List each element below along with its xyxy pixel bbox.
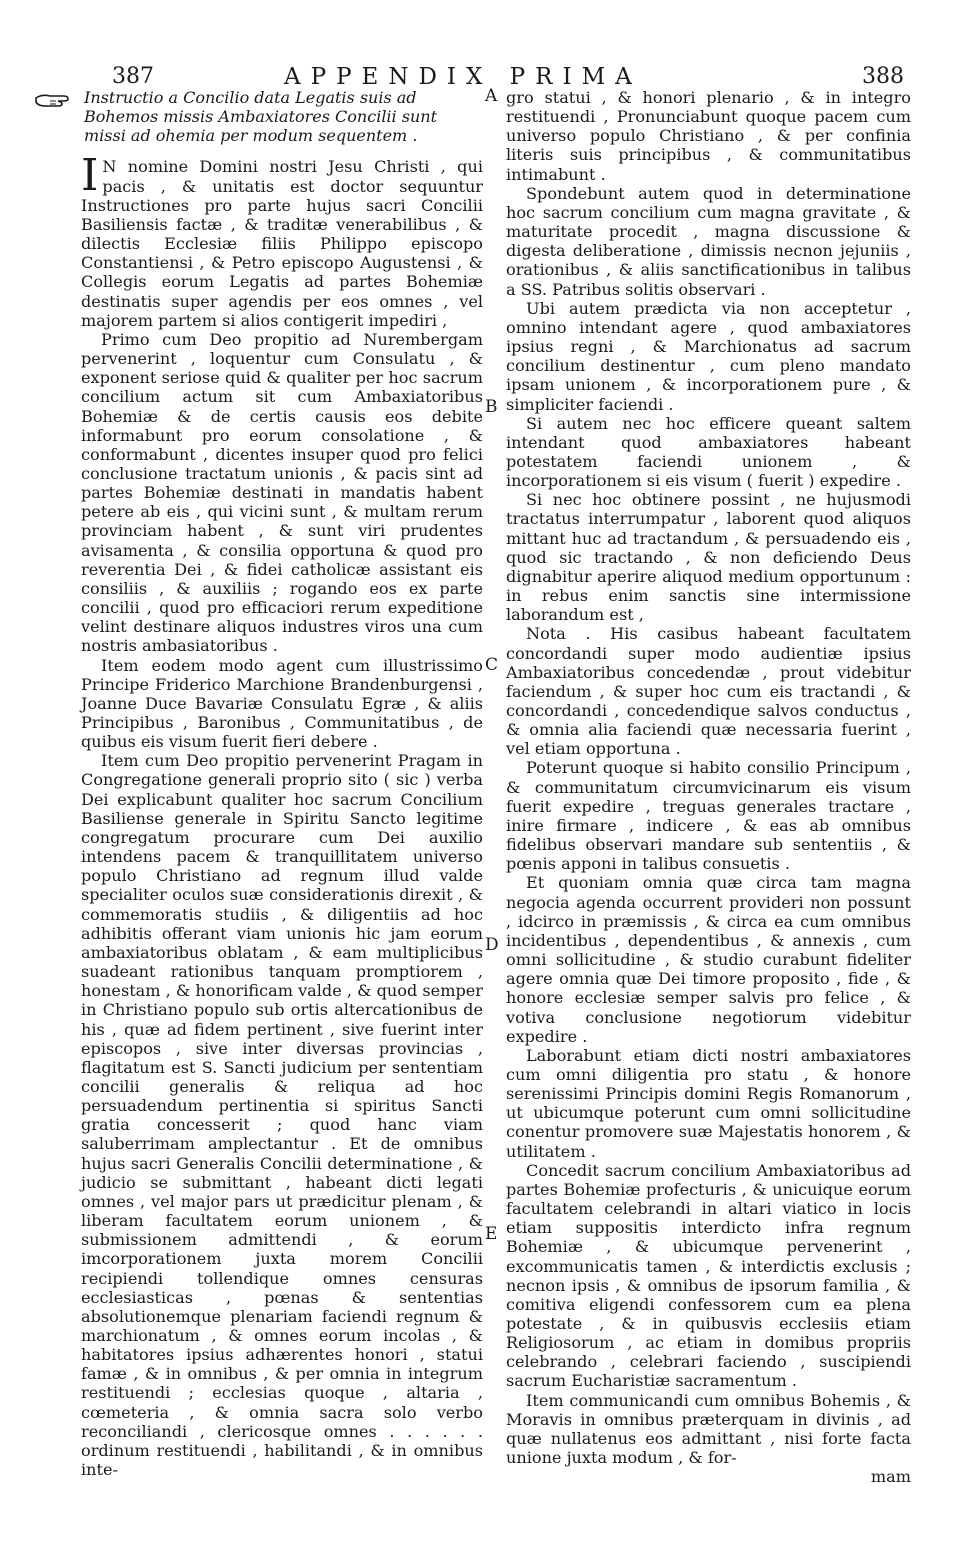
- left-column: [81, 88, 483, 1479]
- margin-marker-b: B: [485, 397, 498, 417]
- opening-paragraph-text: N nomine Domini nostri Jesu Christi , qui pacis , & unitatis est doctor sequuntur Instructiones pro parte hujus sacri Concilii Basiliensis factæ , & traditæ venerabilibus , & dilectis Ecclesiæ filiis Philippo episcopo Constantiensi , & Petro episcopo Augustensi , & Collegis eorum Legatis ad partes Bohemiæ destinatis super agendis per eos omnes , vel majorem partem si alios contigerit impediri ,: [81, 157, 483, 330]
- continued-paragraph: gro statui , & honori plenario , & in integro restituendi , Pronunciabunt quoque pacem cum universo populo Christiano , & per confinia literis suis principibus , & communitatibus intimabunt .: [506, 88, 911, 184]
- right-column: [506, 88, 911, 1486]
- paragraph: Si nec hoc obtinere possint , ne hujusmodi tractatus interrumpatur , laborent quod aliquos mittant huc ad tractandum , & persuadendo eis , quod sic tractando , & non deficiendo Deus dignabitur aperire aliquod medium opportunum : in rebus enim sanctis sine intermissione laborandum est ,: [506, 490, 911, 625]
- paragraph: Item communicandi cum omnibus Bohemis , & Moravis in omnibus præterquam in divinis , ad quæ nullatenus eos admittant , nisi forte facta unione juxta modum , & for-: [506, 1390, 911, 1468]
- paragraph: Laborabunt etiam dicti nostri ambaxiatores cum omni diligentia pro statu , & honore serenissimi Principis domini Regis Romanorum , ut ubicumque poterunt cum omni sollicitudine conentur promovere suæ Majestatis honorem , & utilitatem .: [506, 1045, 911, 1161]
- paragraph: Poterunt quoque si habito consilio Principum , & communitatum circumvicinarum eis visum fuerit expedire , treguas generales tractare , inire firmare , indicere , & eas ab omnibus fidelibus observari mandare sub sententiis , & pœnis apponi in talibus consuetis .: [506, 758, 911, 874]
- margin-marker-c: C: [485, 655, 499, 675]
- drop-cap: I: [81, 150, 99, 202]
- instruction-heading: Instructio a Concilio data Legatis suis ad Bohemos missis Ambaxiatores Concilii sunt missi ad ohemia per modum sequentem .: [84, 88, 437, 146]
- paragraph: Concedit sacrum concilium Ambaxiatoribus ad partes Bohemiæ profecturis , & unicuique eorum facultatem celebrandi in altari viatico in locis etiam suppositis interdicto infra regnum Bohemiæ , & ubicumque pervenerint , excommunicatis tamen , & interdictis exclusis ; necnon ipsis , & omnibus de ipsorum familia , & comitiva eligendi confessorem cum ea plena potestate , & in quibusvis ecclesiis etiam Religiosorum , ac etiam in domibus propriis celebrando , celebrari faciendo , suscipiendi sacrum Eucharistiæ sacramentum .: [506, 1160, 911, 1391]
- paragraph: Spondebunt autem quod in determinatione hoc sacrum concilium cum magna gravitate , & maturitate procedit , magna discussione & digesta deliberatione , dimissis necnon jejuniis , orationibus , & aliis sanctificationibus in talibus a SS. Patribus solitis observari .: [506, 183, 911, 299]
- page-number-left: 387: [112, 64, 154, 89]
- paragraph: Item cum Deo propitio pervenerint Pragam in Congregatione generali proprio sito ( sic ) verba Dei explicabunt qualiter hoc sacrum Concilium Basiliense generale in Spiritu Sancto legitime congregatum procurare cum Dei auxilio intendens pacem & tranquillitatem universo populo Christiano ad regnum illud valde specialiter oculos suæ considerationis direxit , & commemoratis studiis , & diligentiis ad hoc adhibitis offerant viam unionis hic jam eorum ambaxiatoribus oblatam , & eam multiplicibus suadeant rationibus tanquam promptiorem , honestam , & honorificam valde , & quod semper in Christiano populo sub ortis altercationibus de his , quæ ad fidem pertinent , sive fuerint inter episcopos , sive inter diversas provincias , flagitatum est S. Sancti judicium per sententiam concilii generalis & reliqua ad hoc persuadendum pertinentia si spiritus Sancti gratia concesserit ; quod hanc viam saluberrimam amplectantur . Et de omnibus hujus sacri Generalis Concilii determinatione , & judicio se submittant , habeant dicti legati omnes , vel major pars ut prædicitur plenam , & liberam facultatem eorum unionem , & submissionem admittendi , & eorum imcorporationem juxta morem Concilii recipiendi tollendique omnes censuras ecclesiasticas , pœnas & sententias absolutionemque plenariam faciendi regnum & marchionatum , & omnes eorum incolas , & habitatores ipsius adhærentes honori , statui famæ , & in omnibus , & per omnia in integrum restituendi ; ecclesias quoque , altaria , cœmeteria , & omnia sacra solo verbo reconciliandi , clericosque omnes . . . . . . ordinum restituendi , habilitandi , & in omnibus inte-: [81, 751, 483, 1480]
- running-title: APPENDIX PRIMA: [284, 64, 642, 90]
- opening-paragraph: [81, 150, 483, 330]
- margin-marker-a: A: [485, 86, 498, 106]
- pointing-hand-icon: [34, 92, 76, 110]
- paragraph: Nota . His casibus habeant facultatem concordandi super modo audientiæ ipsius Ambaxiatoribus concedendæ , prout videbitur faciendum , & super hoc cum eis tractandi , & concordandi , concedendique salvos conductus , & omnia alia faciendi quæ necessaria fuerint , vel etiam opportuna .: [506, 624, 911, 759]
- paragraph: Item eodem modo agent cum illustrissimo Principe Friderico Marchione Brandenburgensi , Joanne Duce Bavariæ Consulatu Egræ , & aliis Principibus , Baronibus , Communitatibus , de quibus eis visum fuerit fieri debere .: [81, 655, 483, 752]
- catchword: mam: [870, 1467, 911, 1487]
- margin-marker-e: E: [485, 1224, 498, 1244]
- paragraph: Et quoniam omnia quæ circa tam magna negocia agenda occurrent provideri non possunt , idcirco in præmissis , & circa ea cum omnibus incidentibus , dependentibus , & annexis , cum omni sollicitudine , & studio curabunt fideliter agere omnia quæ Dei timore proposito , fide , & honore ecclesiæ semper salvis pro felice , & votiva conclusione negotiorum videbitur expedire .: [506, 873, 911, 1046]
- page-number-right: 388: [862, 64, 904, 89]
- paragraph: Ubi autem prædicta via non acceptetur , omnino intendant agere , quod ambaxiatores ipsius regni , & Marchionatus ad sacrum concilium destinentur , cum pleno mandato ipsam unionem , & incorporationem pure , & simpliciter faciendi .: [506, 298, 911, 414]
- margin-marker-d: D: [485, 935, 499, 955]
- paragraph: Si autem nec hoc efficere queant saltem intendant quod ambaxiatores habeant potestatem faciendi unionem , & incorporationem si eis visum ( fuerit ) expedire .: [506, 413, 911, 491]
- paragraph: Primo cum Deo propitio ad Nurembergam pervenerint , loquentur cum Consulatu , & exponent seriose quid & qualiter per hoc sacrum concilium actum sit cum Ambaxiatoribus Bohemiæ & de certis causis eos debite informabunt pro eorum consolatione , & conformabunt , dicentes insuper quod pro felici conclusione tractatum unionis , & pacis sint ad partes Bohemiæ destinati in mandatis habent petere ab eis , qui vicini sunt , & multam rerum provinciam habent , & sunt viri prudentes avisamenta , & consilia opportuna & quod pro reverentia Dei , & fidei catholicæ assistant eis consiliis , & auxiliis ; rogando eos ex parte concilii , quod pro efficaciori rerum expeditione velint destinare aliquos industres viros una cum nostris ambasiatoribus .: [81, 329, 483, 656]
